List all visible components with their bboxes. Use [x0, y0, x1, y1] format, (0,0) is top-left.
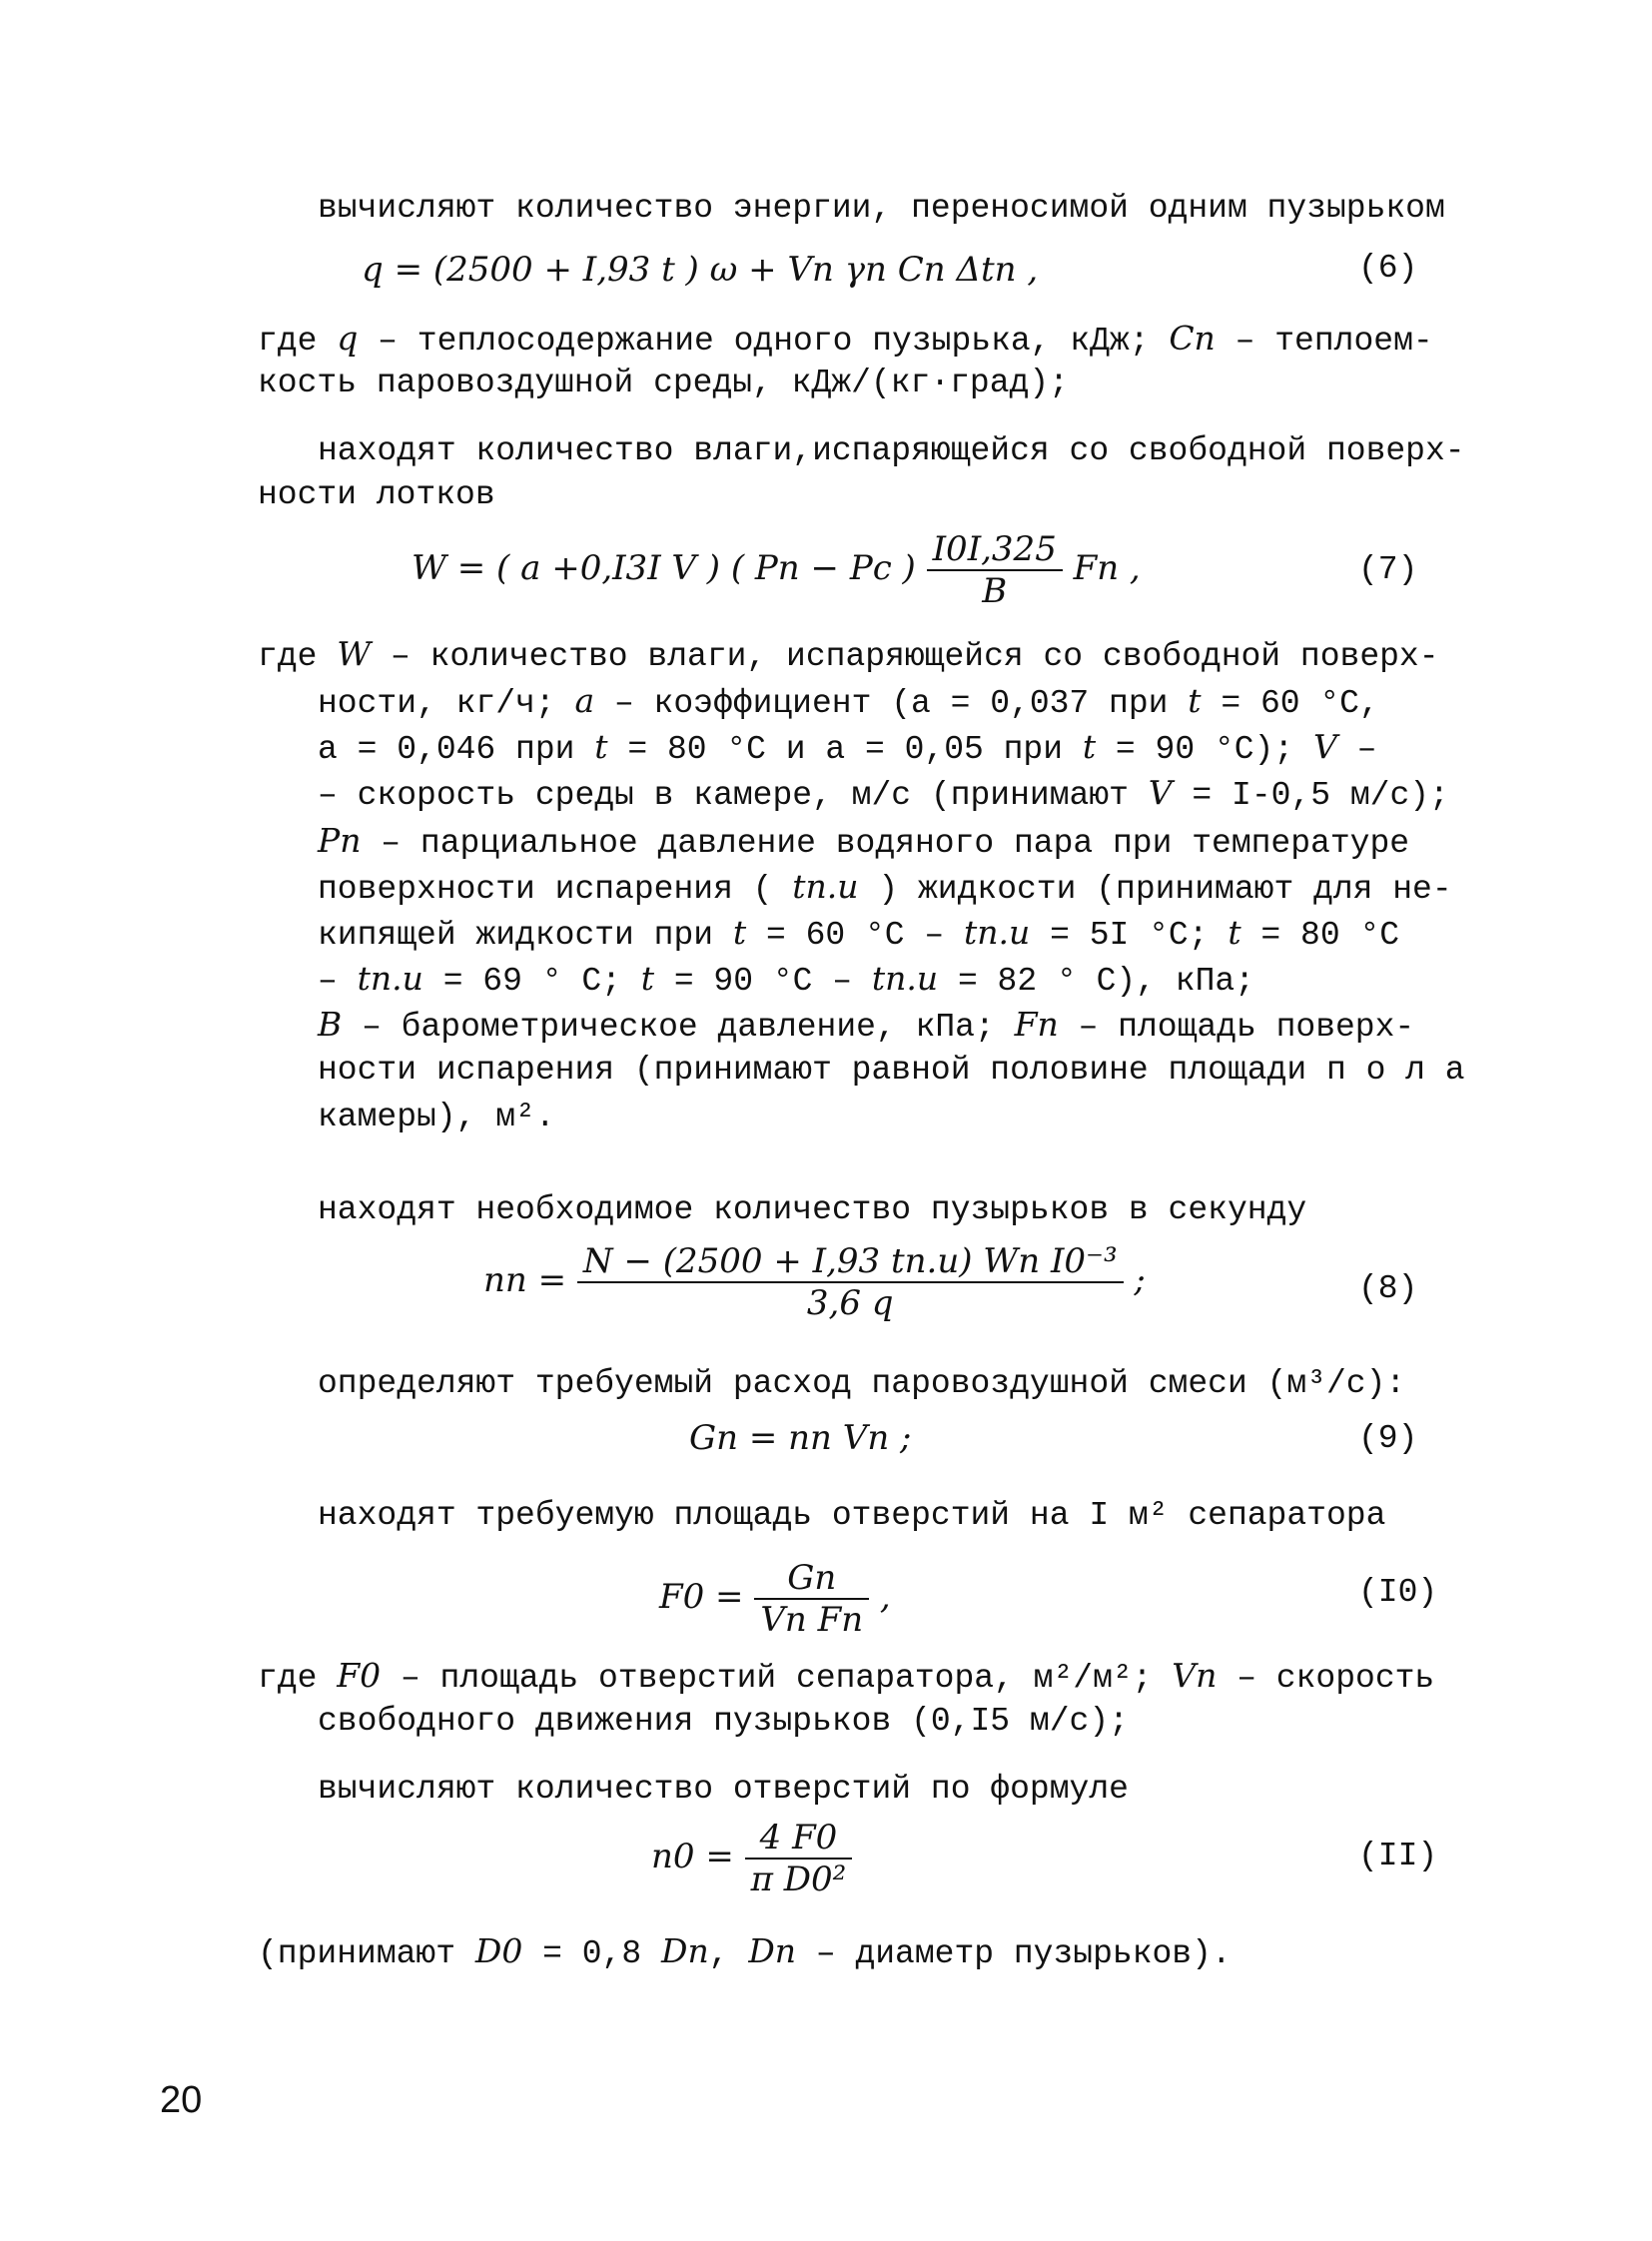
text-line: ности испарения (принимают равной половине площади п о л а — [318, 1052, 1465, 1089]
text: ) жидкости (принимают для не- — [878, 871, 1452, 908]
text-line: кость паровоздушной среды, кДж/(кг·град); — [258, 365, 1069, 401]
equation-number-8: (8) — [1358, 1270, 1418, 1307]
symbol: D0 — [474, 1931, 523, 1970]
text-line — [318, 679, 1379, 726]
equation-part: Fп , — [1073, 548, 1141, 588]
symbol: F0 — [337, 1656, 382, 1695]
text: – — [1356, 731, 1377, 768]
text-line — [258, 317, 1433, 364]
fraction — [754, 1558, 869, 1640]
equation-9: Gп = nп Vп ; — [689, 1418, 912, 1458]
text-line: определяют требуемый расход паровоздушной смеси (м³/с): — [318, 1365, 1406, 1402]
text: – площадь поверх- — [1078, 1009, 1415, 1046]
symbol: V — [1312, 727, 1337, 766]
text-line — [318, 865, 1452, 912]
symbol: tп.и — [964, 913, 1031, 952]
symbol: Fп — [1014, 1005, 1059, 1044]
text: = I-0,5 м/с); — [1192, 777, 1449, 814]
symbol: tп.и — [357, 959, 423, 998]
equation-number-9: (9) — [1358, 1420, 1418, 1457]
symbol: t — [640, 959, 655, 998]
text-line — [318, 957, 1254, 1004]
text: – теплосодержание одного пузырька, кДж; — [378, 323, 1150, 360]
text: = 60 °С – — [765, 917, 945, 954]
text: где — [258, 323, 318, 360]
text: где — [258, 1660, 318, 1697]
equation-part: F0 = — [659, 1577, 744, 1617]
symbol: t — [594, 727, 608, 766]
equation-8 — [483, 1241, 1146, 1323]
numerator: N − (2500 + I,93 tп.и) Wп I0⁻³ — [577, 1241, 1124, 1283]
text: = 80 °С и а = 0,05 при — [627, 731, 1064, 768]
symbol: t — [732, 913, 747, 952]
text: – скорость среды в камере, м/с (принимают — [318, 777, 1129, 814]
text: – количество влаги, испаряющейся со свободной поверх- — [390, 638, 1439, 675]
text-line: находят необходимое количество пузырьков в секунду — [318, 1191, 1307, 1228]
text-line: находят требуемую площадь отверстий на I м² сепаратора — [318, 1497, 1386, 1534]
text-line: свободного движения пузырьков (0,I5 м/с); — [318, 1703, 1129, 1740]
symbol: t — [1228, 913, 1241, 952]
equation-number-6: (6) — [1358, 250, 1418, 287]
text: – барометрическое давление, кПа; — [362, 1009, 995, 1046]
text-line — [318, 1003, 1414, 1050]
text-line — [258, 632, 1439, 679]
text: = 90 °С); — [1115, 731, 1294, 768]
fraction — [745, 1818, 853, 1899]
page-number: 20 — [160, 2079, 203, 2121]
text: = 0,8 — [542, 1935, 642, 1972]
equation-part: W = ( a +0,I3I V ) ( Pп − Pс ) — [412, 548, 916, 588]
text: = 5I °С; — [1050, 917, 1209, 954]
text-line: ности лотков — [258, 476, 495, 513]
symbol: Dп — [660, 1931, 709, 1970]
equation-10 — [659, 1558, 891, 1640]
equation-7 — [412, 529, 1141, 611]
denominator: 3,6 q — [806, 1283, 894, 1323]
text: – диаметр пузырьков). — [815, 1935, 1232, 1972]
equation-11 — [651, 1818, 852, 1899]
denominator: π D0² — [750, 1860, 847, 1899]
text: поверхности испарения ( — [318, 871, 773, 908]
text-line — [318, 911, 1399, 958]
symbol: B — [318, 1005, 343, 1044]
equation-part: n0 = — [651, 1837, 734, 1876]
equation-number-7: (7) — [1358, 551, 1418, 588]
text-line: вычисляют количество отверстий по формуле — [318, 1771, 1129, 1808]
text: – площадь отверстий сепаратора, м²/м²; — [400, 1660, 1153, 1697]
symbol: W — [337, 634, 372, 673]
symbol: V — [1148, 773, 1173, 812]
equation-number-10: (I0) — [1358, 1574, 1438, 1611]
text-line: находят количество влаги,испаряющейся со свободной поверх- — [318, 432, 1465, 469]
fraction — [927, 529, 1063, 611]
symbol: a — [574, 681, 595, 720]
text-line — [318, 725, 1376, 772]
symbol: Cп — [1169, 319, 1216, 358]
text: – парциальное давление водяного пара при температуре — [381, 825, 1410, 862]
text: – коэффициент (а = 0,037 при — [613, 685, 1169, 722]
symbol: q — [337, 319, 359, 358]
numerator: 4 F0 — [745, 1818, 853, 1860]
equation-number-11: (II) — [1358, 1838, 1438, 1874]
text: (принимают — [258, 1935, 456, 1972]
text-line — [318, 819, 1409, 866]
equation-part: , — [879, 1577, 891, 1617]
text: = 82 ° С), кПа; — [957, 963, 1255, 1000]
text-line — [318, 771, 1449, 818]
text: где — [258, 638, 318, 675]
symbol: tп.и — [871, 959, 939, 998]
equation-part: ; — [1134, 1260, 1146, 1300]
symbol: t — [1188, 681, 1202, 720]
text: кипящей жидкости при — [318, 917, 714, 954]
equation-6: q = (2500 + I,93 t ) ω + Vп γп Cп Δtп , — [362, 250, 1039, 290]
denominator: Vп Fп — [760, 1600, 864, 1640]
symbol: t — [1082, 727, 1097, 766]
numerator: Gп — [754, 1558, 869, 1600]
text: – теплоем- — [1235, 323, 1433, 360]
symbol: tп.и — [792, 867, 859, 906]
denominator: B — [982, 571, 1008, 611]
text: – скорость — [1237, 1660, 1435, 1697]
text: – — [318, 963, 338, 1000]
equation-part: nп = — [483, 1260, 567, 1300]
symbol: Dп — [748, 1931, 797, 1970]
text-line: вычисляют количество энергии, переносимой одним пузырьком — [318, 190, 1445, 227]
text: = 69 ° С; — [442, 963, 621, 1000]
text: ности, кг/ч; — [318, 685, 555, 722]
text: = 90 °С – — [673, 963, 853, 1000]
text: = 60 °С, — [1221, 685, 1379, 722]
symbol: Vп — [1172, 1656, 1218, 1695]
fraction — [577, 1241, 1124, 1323]
text: = 80 °С — [1260, 917, 1400, 954]
symbol: Pп — [318, 821, 362, 860]
text: а = 0,046 при — [318, 731, 575, 768]
text-line: камеры), м². — [318, 1099, 555, 1135]
text-line: (принимают D0 = 0,8 Dп, Dп – диаметр пузырьков). — [258, 1931, 1232, 1972]
text-line — [258, 1654, 1434, 1701]
numerator: I0I,325 — [927, 529, 1063, 571]
